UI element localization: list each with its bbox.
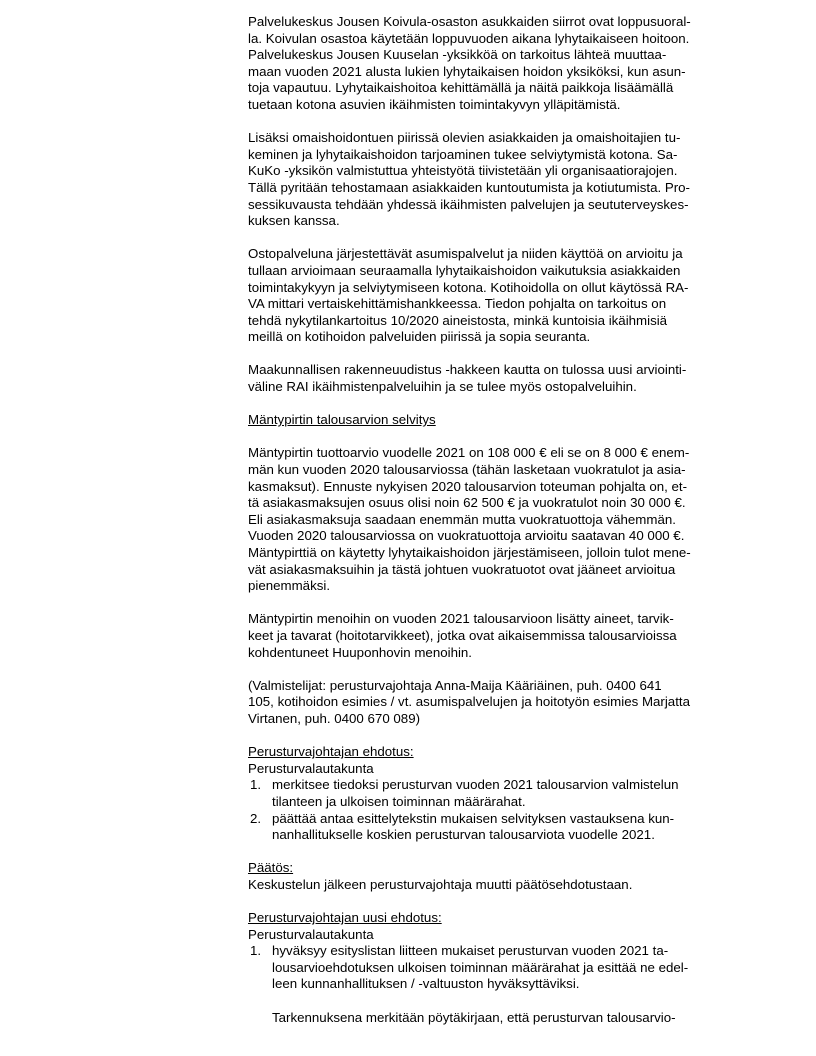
text-line: sessikuvausta tehdään yhdessä ikäihmisten palvelujen ja seututerveyskes- [248, 196, 689, 212]
new-proposal-heading: Perusturvajohtajan uusi ehdotus: [248, 910, 442, 926]
text-line: toimintakykyyn ja selviytymiseen kotona. Kotihoidolla on ollut käytössä RA- [248, 279, 689, 295]
text-line: Lisäksi omaishoidontuen piirissä olevien asiakkaiden ja omaishoitajien tu- [248, 130, 681, 146]
text-line: 105, kotihoidon esimies / vt. asumispalvelujen ja hoitotyön esimies Marjatta [248, 694, 690, 710]
text-line: Palvelukeskus Jousen Koivula-osaston asukkaiden siirrot ovat loppusuoral- [248, 14, 691, 29]
paragraph-menot [248, 611, 748, 661]
text-line: tullaan arvioimaan seuraamalla lyhytaikaishoidon vaikutuksia asiakkaiden [248, 262, 681, 278]
text-line: tehdä nykytilankartoitus 10/2020 aineistosta, minkä kuntoisia ikäihmisiä [248, 312, 668, 328]
text-line: kasmaksut). Ennuste nykyisen 2020 talousarvion toteuman pohjalta on, et- [248, 478, 688, 494]
decision-body: Keskustelun jälkeen perusturvajohtaja muutti päätösehdotustaan. [248, 876, 633, 892]
new-proposal-body: Perusturvalautakunta [248, 926, 374, 942]
text-line: vät asiakasmaksuihin ja tästä johtuen vuokratuotot ovat jääneet arvioitua [248, 561, 676, 577]
text-line: kohdentuneet Huuponhovin menoihin. [248, 644, 473, 660]
proposal-heading: Perusturvajohtajan ehdotus: [248, 744, 414, 760]
text-line: maan vuoden 2021 alusta lukien lyhytaikaisen hoidon yksiköksi, kun asun- [248, 63, 686, 79]
text-line: tilanteen ja ulkoisen toiminnan määrärahat. [272, 793, 526, 809]
paragraph-ostopalvelu [248, 246, 748, 346]
text-line: män kun vuoden 2020 talousarviossa (tähän lasketaan vuokratulot ja asia- [248, 462, 686, 478]
text-line: keminen ja lyhytaikaishoidon tarjoaminen tukee selviytymistä kotona. Sa- [248, 146, 678, 162]
text-line: Mäntypirttiä on käytetty lyhytaikaishoidon järjestämiseen, jolloin tulot mene- [248, 545, 691, 560]
text-line: Palvelukeskus Jousen Kuuselan -yksikköä on tarkoitus lähteä muuttaa- [248, 47, 667, 63]
text-line: Virtanen, puh. 0400 670 089) [248, 710, 421, 726]
text-line: VA mittari vertaiskehittämishankkeessa. Tiedon pohjalta on tarkoitus on [248, 296, 667, 312]
text-line: päättää antaa esittelytekstin mukaisen selvityksen vastauksena kun- [272, 810, 675, 826]
text-line: lousarvioehdotuksen ulkoisen toiminnan määrärahat ja esittää ne edel- [272, 959, 689, 975]
paragraph-rakenneuudistus [248, 362, 748, 395]
paragraph-palvelukeskus [248, 14, 748, 114]
text-line: la. Koivulan osastoa käytetään loppuvuoden aikana lyhytaikaiseen hoitoon. [248, 30, 690, 46]
text-line: hyväksyy esityslistan liitteen mukaiset perusturvan vuoden 2021 ta- [272, 943, 669, 959]
text-line: toja vapautuu. Lyhytaikaishoitoa kehittämällä ja näitä paikkoja lisäämällä [248, 80, 674, 96]
text-line: leen kunnanhallituksen / -valtuuston hyväksyttäviksi. [272, 976, 580, 992]
text-line: KuKo -yksikön valmistuttua yhteistyötä tiivistetään yli organisaatiorajojen. [248, 163, 678, 179]
text-line: Tällä pyritään tehostamaan asiakkaiden kuntoutumista ja kotiutumista. Pro- [248, 179, 690, 195]
text-line: väline RAI ikäihmistenpalveluihin ja se tulee myös ostopalveluihin. [248, 379, 637, 395]
text-line: merkitsee tiedoksi perusturvan vuoden 2021 talousarvion valmistelun [272, 777, 679, 793]
text-line: Maakunnallisen rakenneuudistus -hakkeen kautta on tulossa uusi arviointi- [248, 362, 687, 378]
text-line: Mäntypirtin menoihin on vuoden 2021 talousarvioon lisätty aineet, tarvik- [248, 611, 674, 627]
section-heading-mantypirtti [248, 412, 748, 429]
text-line: tuetaan kotona asuvien ikäihmisten toimintakyvyn ylläpitämistä. [248, 96, 621, 112]
text-line: nanhallitukselle koskien perusturvan talousarviota vuodelle 2021. [272, 827, 655, 843]
text-line: Ostopalveluna järjestettävät asumispalvelut ja niiden käyttöä on arvioitu ja [248, 246, 683, 262]
text-line: pienemmäksi. [248, 578, 331, 594]
paragraph-omaishoito [248, 130, 748, 230]
text-line: Eli asiakasmaksuja saadaan enemmän mutta vuokratuottoja vähemmän. [248, 511, 676, 527]
decision-section [248, 860, 748, 893]
decision-heading: Päätös: [248, 860, 294, 876]
paragraph-tuottoarvio [248, 445, 748, 594]
new-proposal-continuation [248, 1010, 748, 1027]
document-page [248, 14, 748, 1026]
text-line: Tarkennuksena merkitään pöytäkirjaan, että perusturvan talousarvio- [272, 1009, 676, 1025]
list-number: 1. [250, 777, 262, 793]
proposal-body: Perusturvalautakunta [248, 760, 374, 776]
list-item [248, 777, 748, 810]
proposal-section [248, 744, 748, 844]
list-item [248, 943, 748, 993]
text-line: Mäntypirtin tuottoarvio vuodelle 2021 on 108 000 € eli se on 8 000 € enem- [248, 445, 690, 461]
text-line: keet ja tavarat (hoitotarvikkeet), jotka ovat aikaisemmissa talousarvioissa [248, 627, 677, 643]
list-item [248, 811, 748, 844]
text-line: kuksen kanssa. [248, 213, 340, 229]
new-proposal-list [248, 943, 748, 993]
new-proposal-section [248, 910, 748, 1026]
text-line: tä asiakasmaksujen osuus olisi noin 62 500 € ja vuokratulot noin 30 000 €. [248, 495, 686, 511]
text-line: (Valmistelijat: perusturvajohtaja Anna-Maija Kääriäinen, puh. 0400 641 [248, 677, 662, 693]
proposal-list [248, 777, 748, 843]
section-heading-text: Mäntypirtin talousarvion selvitys [248, 412, 436, 428]
text-line: Vuoden 2020 talousarviossa on vuokratuottoja arvioitu saatavan 40 000 €. [248, 528, 685, 544]
text-line: meillä on kotihoidon palveluiden piirissä ja sopia seuranta. [248, 329, 591, 345]
list-number: 2. [250, 810, 262, 826]
list-number: 1. [250, 943, 262, 959]
paragraph-valmistelijat [248, 678, 748, 728]
